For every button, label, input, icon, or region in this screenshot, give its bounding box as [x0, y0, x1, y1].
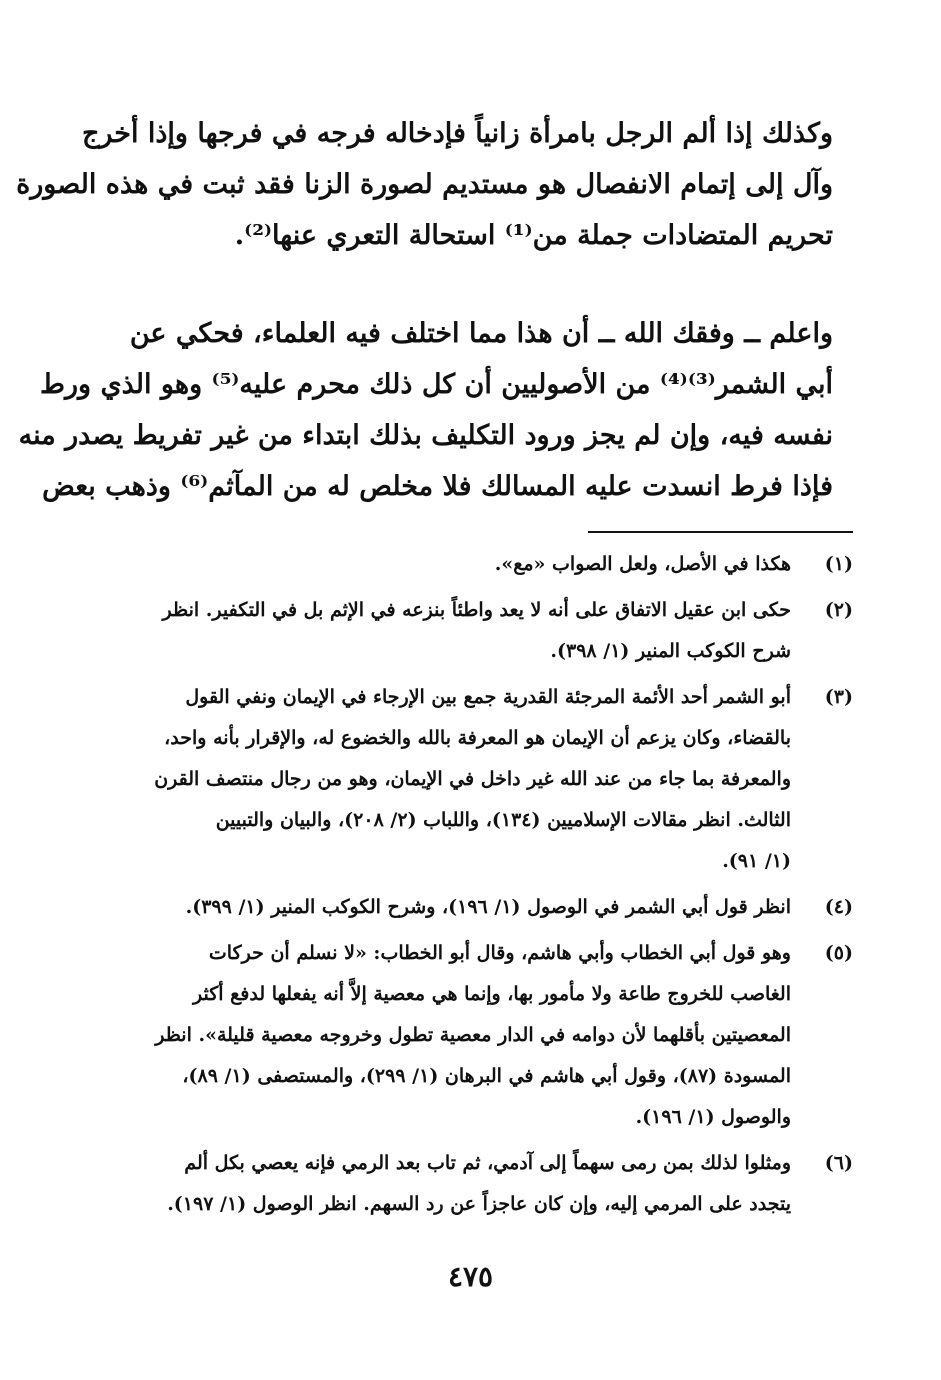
footnote-number: (٥) [824, 942, 853, 964]
footnote-line: أبو الشمر أحد الأئمة المرجئة القدرية جمع بين الإرجاء في الإيمان ونفي القول [185, 686, 791, 708]
footnote-6 [105, 1143, 853, 1225]
main-paragraph-1 [16, 108, 833, 261]
footnote-line: حكى ابن عقيل الاتفاق على أنه لا يعد واطئاً بنزعه في الإثم بل في التكفير. انظر [162, 599, 791, 621]
footnote-line: (١/ ٩١). [722, 850, 791, 872]
text-line: فإذا فرط انسدت عليه المسالك فلا مخلص له من المآثم⁽⁶⁾ وذهب بعض [42, 471, 833, 502]
footnote-number: (١) [824, 553, 853, 575]
footnote-number: (٤) [824, 896, 853, 918]
footnote-line: وهو قول أبي الخطاب وأبي هاشم، وقال أبو الخطاب: «لا نسلم أن حركات [208, 942, 791, 964]
text-line: أبي الشمر⁽³⁾⁽⁴⁾ من الأصوليين أن كل ذلك محرم عليه⁽⁵⁾ وهو الذي ورط [40, 369, 833, 400]
footnote-number: (٢) [824, 599, 853, 621]
footnote-separator [588, 531, 853, 533]
footnote-4 [105, 887, 853, 928]
text-line: وآل إلى إتمام الانفصال هو مستديم لصورة الزنا فقد ثبت في هذه الصورة [16, 169, 833, 200]
footnote-line: الثالث. انظر مقالات الإسلاميين (١٣٤)، واللباب (٢/ ٢٠٨)، والبيان والتبيين [215, 809, 791, 831]
footnote-line: المعصيتين بأقلهما لأن دوامه في الدار معصية تطول وخروجه معصية قليلة». انظر [155, 1024, 791, 1046]
text-line: تحريم المتضادات جملة من⁽¹⁾ استحالة التعري عنها⁽²⁾. [234, 220, 833, 251]
footnote-line: يتجدد على المرمي إليه، وإن كان عاجزاً عن رد السهم. انظر الوصول (١/ ١٩٧). [167, 1193, 791, 1215]
footnote-line: والوصول (١/ ١٩٦). [635, 1106, 791, 1128]
footnote-number: (٦) [824, 1152, 853, 1174]
text-line: وكذلك إذا ألم الرجل بامرأة زانياً فإدخاله فرجه في فرجها وإذا أخرج [81, 118, 833, 149]
main-paragraph-2 [18, 308, 833, 512]
footnote-line: بالقضاء، وكان يزعم أن الإيمان هو المعرفة بالله والخضوع له، والإقرار بأنه واحد، [164, 727, 791, 749]
footnote-5 [105, 933, 853, 1138]
footnote-line: المسودة (٨٧)، وقول أبي هاشم في البرهان (١/ ٢٩٩)، والمستصفى (١/ ٨٩)، [182, 1065, 791, 1087]
footnote-line: الغاصب للخروج طاعة ولا مأمور بها، وإنما هي معصية إلاَّ أنه يفعلها لدفع أكثر [193, 983, 791, 1005]
page-number: ٤٧٥ [447, 1260, 494, 1293]
footnote-2 [105, 590, 853, 672]
footnotes [105, 544, 853, 1230]
text-line: واعلم ــ وفقك الله ــ أن هذا مما اختلف فيه العلماء، فحكي عن [129, 318, 833, 349]
footnote-line: انظر قول أبي الشمر في الوصول (١/ ١٩٦)، وشرح الكوكب المنير (١/ ٣٩٩). [185, 896, 791, 918]
footnote-line: شرح الكوكب المنير (١/ ٣٩٨). [550, 640, 791, 662]
footnote-number: (٣) [824, 686, 853, 708]
footnote-line: هكذا في الأصل، ولعل الصواب «مع». [494, 553, 791, 575]
footnote-1 [105, 544, 853, 585]
footnote-line: والمعرفة بما جاء من عند الله غير داخل في الإيمان، وهو من رجال منتصف القرن [154, 768, 791, 790]
footnote-line: ومثلوا لذلك بمن رمى سهماً إلى آدمي، ثم تاب بعد الرمي فإنه يعصي بكل ألم [184, 1152, 791, 1174]
footnote-3 [105, 677, 853, 882]
text-line: نفسه فيه، وإن لم يجز ورود التكليف بذلك ابتداء من غير تفريط يصدر منه [18, 420, 833, 451]
